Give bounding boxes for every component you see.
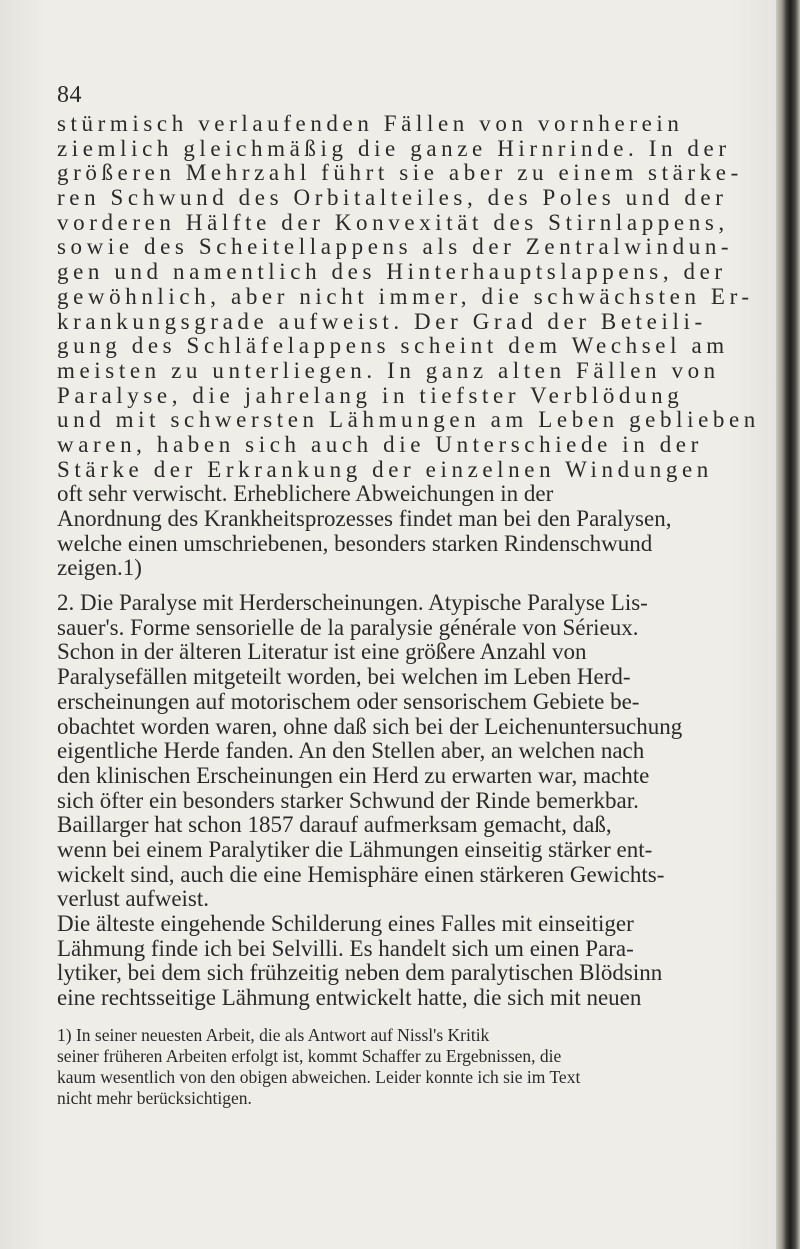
- text-line: stürmisch verlaufenden Fällen von vornherein: [57, 111, 684, 136]
- text-line: lytiker, bei dem sich frühzeitig neben dem paralytischen Blödsinn: [57, 960, 663, 986]
- text-line: den klinischen Erscheinungen ein Herd zu erwarten war, machte: [57, 762, 650, 788]
- text-line: Paralysefällen mitgeteilt worden, bei welchen im Leben Herd-: [57, 664, 631, 690]
- body-text: [57, 112, 760, 1109]
- text-line: größeren Mehrzahl führt sie aber zu einem stärke-: [57, 160, 743, 186]
- section-heading-line: 2. Die Paralyse mit Herderscheinungen. Atypische Paralyse Lis-: [57, 590, 648, 616]
- text-line: obachtet worden waren, ohne daß sich bei der Leichenuntersuchung: [57, 713, 683, 739]
- text-line: Schon in der älteren Literatur ist eine größere Anzahl von: [57, 639, 587, 665]
- text-line: waren, haben sich auch die Unterschiede in der: [57, 431, 703, 457]
- text-line: eigentliche Herde fanden. An den Stellen aber, an welchen nach: [57, 738, 645, 764]
- page-edge: [776, 0, 800, 1249]
- text-line: wickelt sind, auch die eine Hemisphäre einen stärkeren Gewichts-: [57, 861, 665, 887]
- text-line: verlust aufweist.: [57, 886, 210, 912]
- footnote-line: seiner früheren Arbeiten erfolgt ist, kommt Schaffer zu Ergebnissen, die: [57, 1045, 562, 1066]
- text-line: gewöhnlich, aber nicht immer, die schwächsten Er-: [57, 283, 754, 309]
- text-line: ren Schwund des Orbitalteiles, des Poles und der: [57, 185, 728, 211]
- text-line: und mit schwersten Lähmungen am Leben geblieben: [57, 407, 760, 433]
- footnote-line: 1) In seiner neuesten Arbeit, die als Antwort auf Nissl's Kritik: [57, 1024, 490, 1045]
- text-line: sich öfter ein besonders starker Schwund der Rinde bemerkbar.: [57, 787, 639, 813]
- text-line: meisten zu unterliegen. In ganz alten Fällen von: [57, 357, 720, 383]
- text-line: zeigen.1): [57, 555, 142, 581]
- text-line: wenn bei einem Paralytiker die Lähmungen einseitig stärker ent-: [57, 836, 653, 862]
- text-line: eine rechtsseitige Lähmung entwickelt hatte, die sich mit neuen: [57, 985, 642, 1011]
- page-number: 84: [57, 82, 82, 108]
- text-line: oft sehr verwischt. Erheblichere Abweichungen in der: [57, 481, 554, 507]
- text-line: erscheinungen auf motorischem oder sensorischem Gebiete be-: [57, 688, 640, 714]
- section-heading-line: sauer's. Forme sensorielle de la paralysie générale von Sérieux.: [57, 614, 639, 640]
- text-line: Stärke der Erkrankung der einzelnen Windungen: [57, 456, 713, 482]
- text-line: Baillarger hat schon 1857 darauf aufmerksam gemacht, daß,: [57, 812, 612, 838]
- text-line: ziemlich gleichmäßig die ganze Hirnrinde. In der: [57, 135, 731, 161]
- text-line: Lähmung finde ich bei Selvilli. Es handelt sich um einen Para-: [57, 935, 634, 961]
- text-line: Paralyse, die jahrelang in tiefster Verblödung: [57, 382, 684, 408]
- text-line: gung des Schläfelappens scheint dem Wechsel am: [57, 333, 729, 359]
- text-line: sowie des Scheitellappens als der Zentralwindun-: [57, 234, 734, 260]
- text-line: gen und namentlich des Hinterhauptslappens, der: [57, 259, 727, 285]
- text-line: krankungsgrade aufweist. Der Grad der Beteili-: [57, 308, 707, 334]
- text-line: Die älteste eingehende Schilderung eines Falles mit einseitiger: [57, 911, 634, 936]
- text-line: welche einen umschriebenen, besonders starken Rindenschwund: [57, 530, 653, 556]
- text-line: Anordnung des Krankheitsprozesses findet man bei den Paralysen,: [57, 506, 672, 531]
- footnote-line: kaum wesentlich von den obigen abweichen. Leider konnte ich sie im Text: [57, 1066, 581, 1087]
- footnote-line: nicht mehr berücksichtigen.: [57, 1087, 252, 1108]
- text-line: vorderen Hälfte der Konvexität des Stirnlappens,: [57, 209, 729, 235]
